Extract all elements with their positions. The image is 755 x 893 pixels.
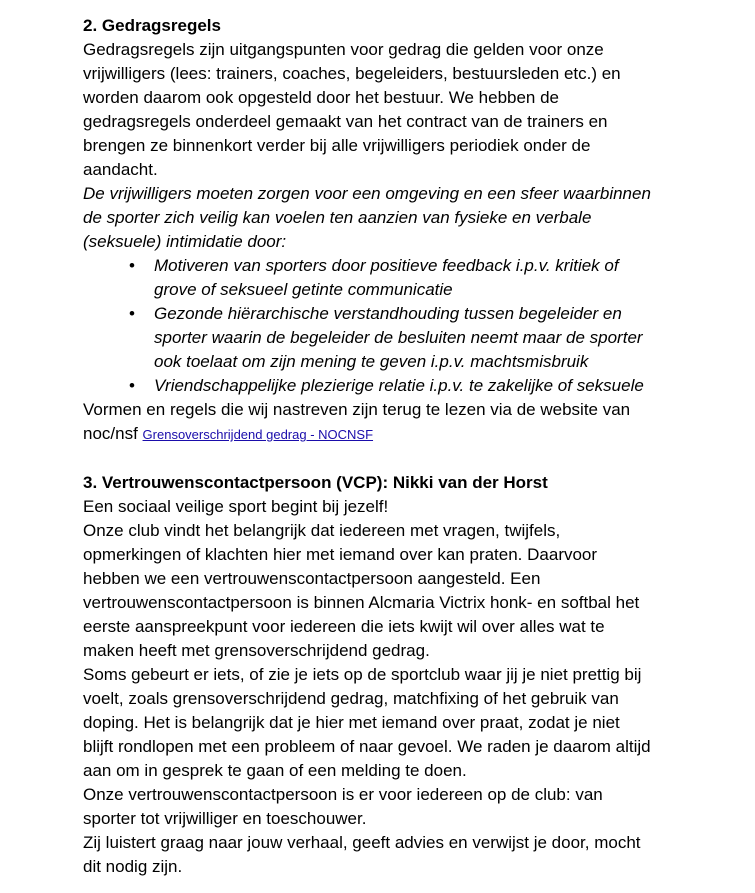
paragraph-line: blijft rondlopen met een probleem of naar gevoel. We raden je daarom altijd <box>83 737 651 756</box>
paragraph-line: sporter tot vrijwilliger en toeschouwer. <box>83 809 367 828</box>
section-2-intro <box>83 38 743 182</box>
intro-line: gedragsregels onderdeel gemaakt van het contract van de trainers en <box>83 112 608 131</box>
paragraph-line: vertrouwenscontactpersoon is binnen Alcmaria Victrix honk- en softbal het <box>83 593 640 612</box>
italic-intro-line: de sporter zich veilig kan voelen ten aanzien van fysieke en verbale <box>83 208 592 227</box>
paragraph-line: aan om in gesprek te gaan of een melding te doen. <box>83 761 467 780</box>
section-spacer <box>83 447 743 471</box>
bullet-line: sporter waarin de begeleider de besluiten neemt maar de sporter <box>154 328 643 347</box>
paragraph-line: doping. Het is belangrijk dat je hier met iemand over praat, zodat je niet <box>83 713 620 732</box>
list-item <box>83 374 743 398</box>
section-2-italic-intro <box>83 182 743 254</box>
paragraph-line: Soms gebeurt er iets, of zie je iets op de sportclub waar jij je niet prettig bij <box>83 665 642 684</box>
conduct-bullet-list <box>83 254 743 398</box>
section-3-paragraph <box>83 519 743 663</box>
intro-line: Gedragsregels zijn uitgangspunten voor gedrag die gelden voor onze <box>83 40 604 59</box>
paragraph-line: Onze vertrouwenscontactpersoon is er voor iedereen op de club: van <box>83 785 603 804</box>
closing-line-with-link <box>83 422 743 447</box>
intro-line: worden daarom ook opgesteld door het bestuur. We hebben de <box>83 88 560 107</box>
closing-prefix: noc/nsf <box>83 424 138 443</box>
section-3-heading: 3. Vertrouwenscontactpersoon (VCP): Nikki van der Horst <box>83 473 548 492</box>
section-3-paragraph <box>83 663 743 783</box>
italic-intro-line: (seksuele) intimidatie door: <box>83 232 287 251</box>
paragraph-line: hebben we een vertrouwenscontactpersoon aangesteld. Een <box>83 569 541 588</box>
bullet-line: Vriendschappelijke plezierige relatie i.p.v. te zakelijke of seksuele <box>154 376 644 395</box>
section-2-closing <box>83 398 743 447</box>
document-page <box>83 14 743 879</box>
nocnsf-link[interactable]: Grensoverschrijdend gedrag - NOCNSF <box>142 427 374 442</box>
paragraph-line: opmerkingen of klachten hier met iemand over kan praten. Daarvoor <box>83 545 598 564</box>
bullet-icon: • <box>129 376 135 395</box>
bullet-line: grove of seksueel getinte communicatie <box>154 280 453 299</box>
section-2-heading: 2. Gedragsregels <box>83 16 221 35</box>
paragraph-line: Onze club vindt het belangrijk dat iedereen met vragen, twijfels, <box>83 521 561 540</box>
intro-line: aandacht. <box>83 160 158 179</box>
paragraph-line: Een sociaal veilige sport begint bij jezelf! <box>83 497 389 516</box>
paragraph-line: dit nodig zijn. <box>83 857 183 876</box>
bullet-line: ook toelaat om zijn mening te geven i.p.v. machtsmisbruik <box>154 352 589 371</box>
list-item <box>83 254 743 302</box>
section-3-paragraph <box>83 495 743 519</box>
paragraph-line: maken heeft met grensoverschrijdend gedrag. <box>83 641 430 660</box>
list-item <box>83 302 743 374</box>
bullet-icon: • <box>129 256 135 275</box>
bullet-line: Motiveren van sporters door positieve feedback i.p.v. kritiek of <box>154 256 619 275</box>
closing-line: Vormen en regels die wij nastreven zijn terug te lezen via de website van <box>83 400 631 419</box>
paragraph-line: eerste aanspreekpunt voor iedereen die iets kwijt wil over alles wat te <box>83 617 605 636</box>
paragraph-line: Zij luistert graag naar jouw verhaal, geeft advies en verwijst je door, mocht <box>83 833 641 852</box>
intro-line: brengen ze binnenkort verder bij alle vrijwilligers periodiek onder de <box>83 136 591 155</box>
italic-intro-line: De vrijwilligers moeten zorgen voor een omgeving en een sfeer waarbinnen <box>83 184 651 203</box>
section-3-paragraph <box>83 783 743 831</box>
section-3-paragraph <box>83 831 743 879</box>
bullet-icon: • <box>129 304 135 323</box>
paragraph-line: voelt, zoals grensoverschrijdend gedrag, matchfixing of het gebruik van <box>83 689 619 708</box>
bullet-line: Gezonde hiërarchische verstandhouding tussen begeleider en <box>154 304 622 323</box>
intro-line: vrijwilligers (lees: trainers, coaches, begeleiders, bestuursleden etc.) en <box>83 64 621 83</box>
